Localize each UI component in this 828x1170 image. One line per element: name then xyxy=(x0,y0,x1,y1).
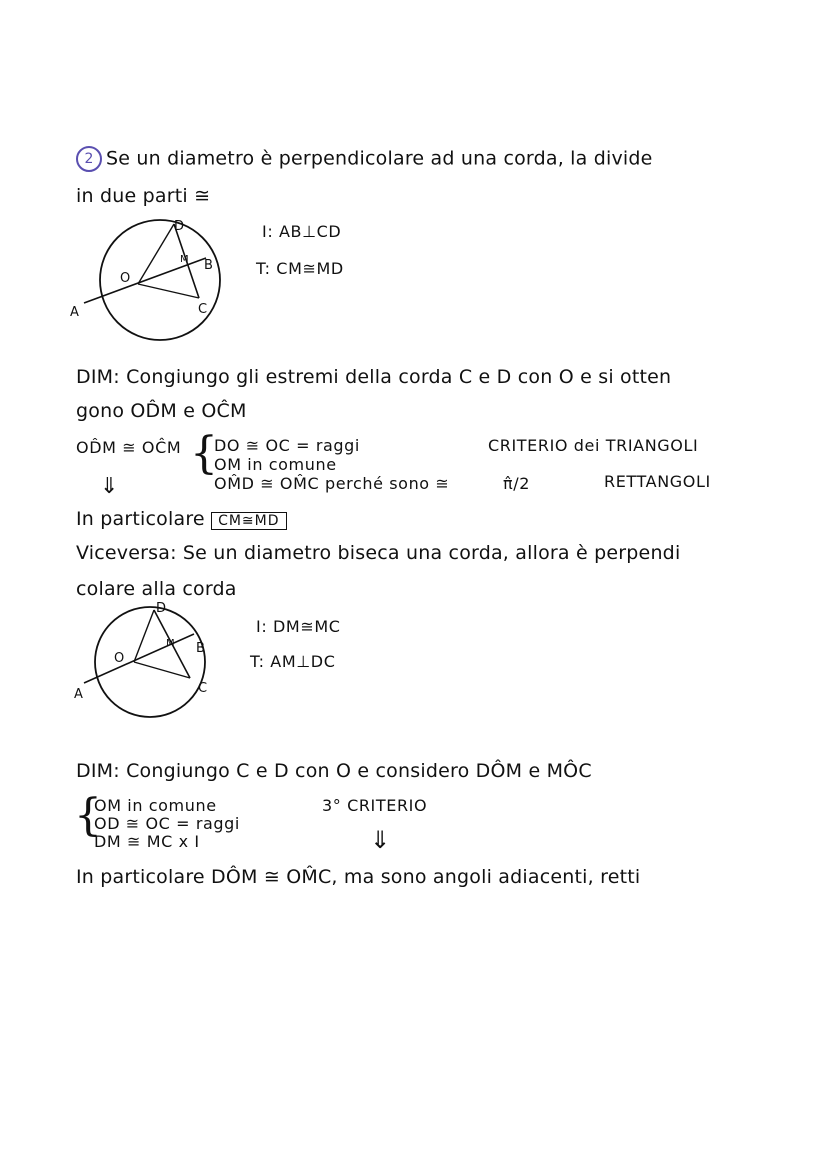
label-m-1: M xyxy=(180,254,189,265)
theorem-statement-1: Se un diametro è perpendicolare ad una corda, la divide xyxy=(106,147,653,170)
label-a-1: A xyxy=(70,305,79,320)
radius-oc-2 xyxy=(134,662,190,678)
proof1-conclusion-boxed: CM≅MD xyxy=(211,512,286,530)
label-m-2: M xyxy=(166,638,175,649)
proof2-condition-3: DM ≅ MC x I xyxy=(94,832,200,851)
label-o-1: O xyxy=(120,271,131,286)
hypothesis-1: I: AB⊥CD xyxy=(262,222,342,241)
diameter-ab-2 xyxy=(84,634,194,683)
label-c-2: C xyxy=(198,681,208,696)
radius-od-2 xyxy=(134,610,154,662)
proof1-line-1: DIM: Congiungo gli estremi della corda C e D con O e si otten xyxy=(76,366,672,388)
proof1-arrow: ⇓ xyxy=(100,474,119,499)
proof1-claim: OD̂M ≅ OĈM xyxy=(76,438,182,457)
thesis-2: T: AM⊥DC xyxy=(250,652,336,671)
proof1-criterion-1: CRITERIO dei TRIANGOLI xyxy=(488,436,699,455)
label-b-2: B xyxy=(196,641,205,656)
circle-figure-2 xyxy=(62,600,262,730)
proof1-condition-3: OM̂D ≅ OM̂C perché sono ≅ xyxy=(214,474,450,493)
circle-2 xyxy=(95,607,208,717)
proof2-condition-2: OD ≅ OC = raggi xyxy=(94,814,240,833)
circle-1 xyxy=(100,220,220,340)
proof2-condition-1: OM in comune xyxy=(94,796,217,815)
proof1-brace: { xyxy=(190,428,218,479)
proof1-conclusion xyxy=(76,508,287,530)
label-a-2: A xyxy=(74,687,83,702)
label-c-1: C xyxy=(198,302,208,317)
proof2-conclusion: In particolare DÔM ≅ OM̂C, ma sono angoli adiacenti, retti xyxy=(76,866,641,888)
circle-figure-1 xyxy=(62,212,262,352)
theorem-line-1 xyxy=(76,146,653,172)
converse-line-1: Viceversa: Se un diametro biseca una corda, allora è perpendi xyxy=(76,542,681,564)
theorem-statement-2: in due parti ≅ xyxy=(76,185,211,207)
proof2-line-1: DIM: Congiungo C e D con O e considero DÔM e MÔC xyxy=(76,760,592,782)
label-d-2: D xyxy=(156,601,167,616)
proof1-line-2: gono OD̂M e OĈM xyxy=(76,400,247,422)
thesis-1: T: CM≅MD xyxy=(256,259,344,278)
proof1-condition-1: DO ≅ OC = raggi xyxy=(214,436,360,455)
radius-oc-1 xyxy=(138,284,199,298)
proof1-conclusion-prefix: In particolare xyxy=(76,508,205,530)
label-b-1: B xyxy=(204,258,213,273)
radius-od-1 xyxy=(138,224,174,284)
converse-line-2: colare alla corda xyxy=(76,578,237,600)
label-d-1: D xyxy=(174,219,185,234)
proof2-criterion: 3° CRITERIO xyxy=(322,796,428,815)
proof1-condition-2: OM in comune xyxy=(214,455,337,474)
theorem-number: 2 xyxy=(76,146,102,172)
proof2-arrow: ⇓ xyxy=(370,826,391,854)
proof2-brace: { xyxy=(74,790,102,841)
hypothesis-2: I: DM≅MC xyxy=(256,617,341,636)
label-o-2: O xyxy=(114,651,125,666)
proof1-angle-value: π̂/2 xyxy=(503,474,531,493)
proof1-criterion-2: RETTANGOLI xyxy=(604,472,711,491)
